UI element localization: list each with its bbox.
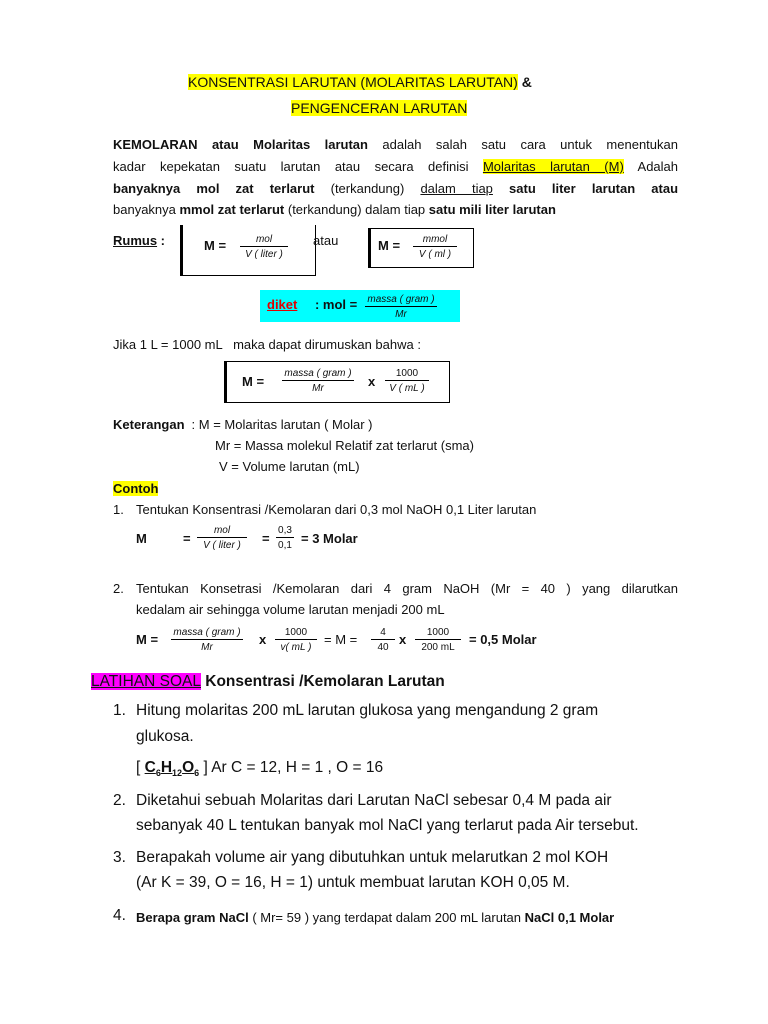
title-main: KONSENTRASI LARUTAN (MOLARITAS LARUTAN) bbox=[188, 74, 518, 90]
fraction-numerator: mol bbox=[197, 525, 247, 538]
multiply-sign: x bbox=[368, 374, 376, 389]
intro-text: adalah salah satu cara untuk menentukan bbox=[367, 137, 678, 152]
question-number: 2. bbox=[113, 792, 126, 809]
question-text: kedalam air sehingga volume larutan menjadi 200 mL bbox=[136, 602, 445, 617]
formula-m-label: M = bbox=[242, 374, 265, 389]
title-sub: PENGENCERAN LARUTAN bbox=[291, 100, 468, 116]
fraction-mmol-ml bbox=[410, 234, 460, 260]
fraction-values bbox=[274, 525, 296, 551]
question-bold: NaCl 0,1 Molar bbox=[524, 910, 615, 925]
intro-text: (terkandung) dalam tiap bbox=[284, 202, 429, 217]
contoh-label bbox=[113, 481, 158, 496]
title-line1 bbox=[188, 74, 532, 90]
multiply-sign: x bbox=[399, 632, 407, 647]
fraction-numerator: mmol bbox=[413, 234, 457, 247]
fraction-denominator: Mr bbox=[395, 309, 407, 320]
equals-sign: = bbox=[262, 531, 270, 546]
formula-m-label: M = bbox=[378, 238, 401, 253]
question-bold: Berapa gram NaCl bbox=[136, 910, 249, 925]
diket-line bbox=[267, 297, 357, 312]
rumus-label-text: Rumus bbox=[113, 233, 158, 248]
fraction-massa-mr bbox=[275, 368, 361, 394]
intro-line1 bbox=[113, 137, 678, 152]
question-text: sebanyak 40 L tentukan banyak mol NaCl yang terlarut pada Air tersebut. bbox=[136, 817, 639, 834]
fraction-mol-liter bbox=[238, 234, 290, 260]
fraction-numerator: 1000 bbox=[385, 368, 429, 381]
fraction-1000-v bbox=[274, 627, 318, 653]
latihan-heading bbox=[91, 673, 445, 691]
fraction-numerator: massa ( gram ) bbox=[284, 368, 352, 379]
fraction-values bbox=[414, 627, 462, 653]
keterangan-line1 bbox=[113, 417, 373, 432]
element-symbol: O bbox=[182, 759, 195, 776]
fraction-massa-mr bbox=[166, 627, 248, 653]
fraction-denominator: 200 mL bbox=[421, 642, 455, 653]
intro-text: (terkandung) bbox=[314, 181, 421, 196]
intro-bold: banyaknya mol zat terlarut bbox=[113, 181, 315, 196]
fraction-numerator: massa ( gram ) bbox=[367, 294, 435, 305]
fraction-1000-v bbox=[384, 368, 430, 394]
bracket-open: [ bbox=[136, 759, 145, 776]
equals-sign: = bbox=[183, 531, 191, 546]
fraction-numerator: massa ( gram ) bbox=[173, 627, 241, 638]
fraction-denominator: V ( liter ) bbox=[245, 249, 283, 260]
subscript: 6 bbox=[155, 768, 161, 779]
fraction-denominator: Mr bbox=[312, 383, 324, 394]
intro-term: KEMOLARAN atau Molaritas larutan bbox=[113, 137, 368, 152]
chemical-formula bbox=[144, 759, 200, 779]
intro-highlight: Molaritas larutan (M) bbox=[482, 159, 624, 174]
fraction-values bbox=[370, 627, 396, 653]
fraction-numerator: mol bbox=[240, 234, 288, 247]
result-text: = 0,5 Molar bbox=[469, 632, 537, 647]
formula-m-label: M = bbox=[204, 238, 227, 253]
keterangan-text: : M = Molaritas larutan ( Molar ) bbox=[191, 417, 373, 432]
title-line2 bbox=[291, 100, 467, 116]
jika-text: Jika 1 L = 1000 mL maka dapat dirumuskan bahwa : bbox=[113, 337, 421, 352]
fraction-denominator: V ( mL ) bbox=[389, 383, 425, 394]
title-ampersand: & bbox=[517, 74, 532, 90]
question-text: Tentukan Konsetrasi /Kemolaran dari 4 gram NaOH (Mr = 40 ) yang dilarutkan bbox=[136, 581, 678, 596]
question-text: Hitung molaritas 200 mL larutan glukosa yang mengandung 2 gram bbox=[136, 702, 599, 719]
intro-bold: satu liter larutan atau bbox=[492, 181, 679, 196]
intro-text: Adalah bbox=[623, 159, 678, 174]
question-number: 4. bbox=[113, 907, 126, 924]
fraction-denominator: V ( ml ) bbox=[418, 249, 452, 260]
formula-m-label: M = bbox=[136, 632, 159, 647]
question-text: (Ar K = 39, O = 16, H = 1) untuk membuat larutan KOH 0,05 M. bbox=[136, 874, 570, 891]
question-number: 3. bbox=[113, 849, 126, 866]
intro-line2 bbox=[113, 159, 678, 174]
question-number: 1. bbox=[113, 702, 126, 719]
fraction-numerator: 1000 bbox=[415, 627, 461, 640]
rumus-colon: : bbox=[157, 233, 166, 248]
question-text: ( Mr= 59 ) yang terdapat dalam 200 mL larutan bbox=[248, 910, 525, 925]
subscript: 12 bbox=[172, 768, 183, 779]
equals-m: = M = bbox=[324, 632, 358, 647]
question-number: 1. bbox=[113, 502, 124, 517]
subscript: 6 bbox=[194, 768, 200, 779]
question-text: Berapakah volume air yang dibutuhkan untuk melarutkan 2 mol KOH bbox=[136, 849, 609, 866]
question-4-line bbox=[136, 909, 614, 927]
intro-underline: dalam tiap bbox=[420, 181, 493, 196]
keterangan-label: Keterangan bbox=[113, 417, 185, 432]
result-text: = 3 Molar bbox=[301, 531, 358, 546]
diket-label: diket bbox=[267, 297, 298, 312]
question-text: Diketahui sebuah Molaritas dari Larutan NaCl sebesar 0,4 M pada air bbox=[136, 792, 612, 809]
element-symbol: H bbox=[160, 759, 173, 776]
fraction-denominator: 0,1 bbox=[278, 540, 292, 551]
multiply-sign: x bbox=[259, 632, 267, 647]
rumus-atau: atau bbox=[313, 233, 339, 248]
question-formula bbox=[136, 759, 383, 778]
question-text: ] Ar C = 12, H = 1 , O = 16 bbox=[199, 759, 384, 776]
contoh-label-text: Contoh bbox=[113, 481, 159, 496]
fraction-denominator: v( mL ) bbox=[280, 642, 312, 653]
intro-bold: satu mili liter larutan bbox=[428, 202, 556, 217]
fraction-denominator: Mr bbox=[201, 642, 213, 653]
latihan-title: Konsentrasi /Kemolaran Larutan bbox=[200, 673, 445, 690]
fraction-denominator: V ( liter ) bbox=[203, 540, 241, 551]
rumus-label bbox=[113, 233, 165, 248]
keterangan-text: Mr = Massa molekul Relatif zat terlarut (sma) bbox=[215, 438, 474, 453]
fraction-numerator: 4 bbox=[371, 627, 395, 640]
keterangan-text: V = Volume larutan (mL) bbox=[219, 459, 360, 474]
element-symbol: C bbox=[144, 759, 156, 776]
formula-m-label: M bbox=[136, 531, 147, 546]
fraction-denominator: 40 bbox=[377, 642, 389, 653]
intro-text: banyaknya bbox=[113, 202, 180, 217]
intro-line4 bbox=[113, 202, 556, 217]
fraction-mol-liter bbox=[196, 525, 248, 551]
intro-text: kadar kepekatan suatu larutan atau secara definisi bbox=[113, 159, 483, 174]
question-number: 2. bbox=[113, 581, 124, 596]
diket-mol: : mol = bbox=[311, 297, 358, 312]
intro-bold: mmol zat terlarut bbox=[179, 202, 285, 217]
latihan-label: LATIHAN SOAL bbox=[91, 673, 201, 690]
fraction-numerator: 1000 bbox=[275, 627, 317, 640]
fraction-numerator: 0,3 bbox=[278, 525, 292, 536]
intro-line3 bbox=[113, 181, 678, 196]
question-text: Tentukan Konsentrasi /Kemolaran dari 0,3 mol NaOH 0,1 Liter larutan bbox=[136, 502, 537, 517]
question-text: glukosa. bbox=[136, 728, 194, 745]
fraction-massa-mr bbox=[356, 294, 446, 320]
